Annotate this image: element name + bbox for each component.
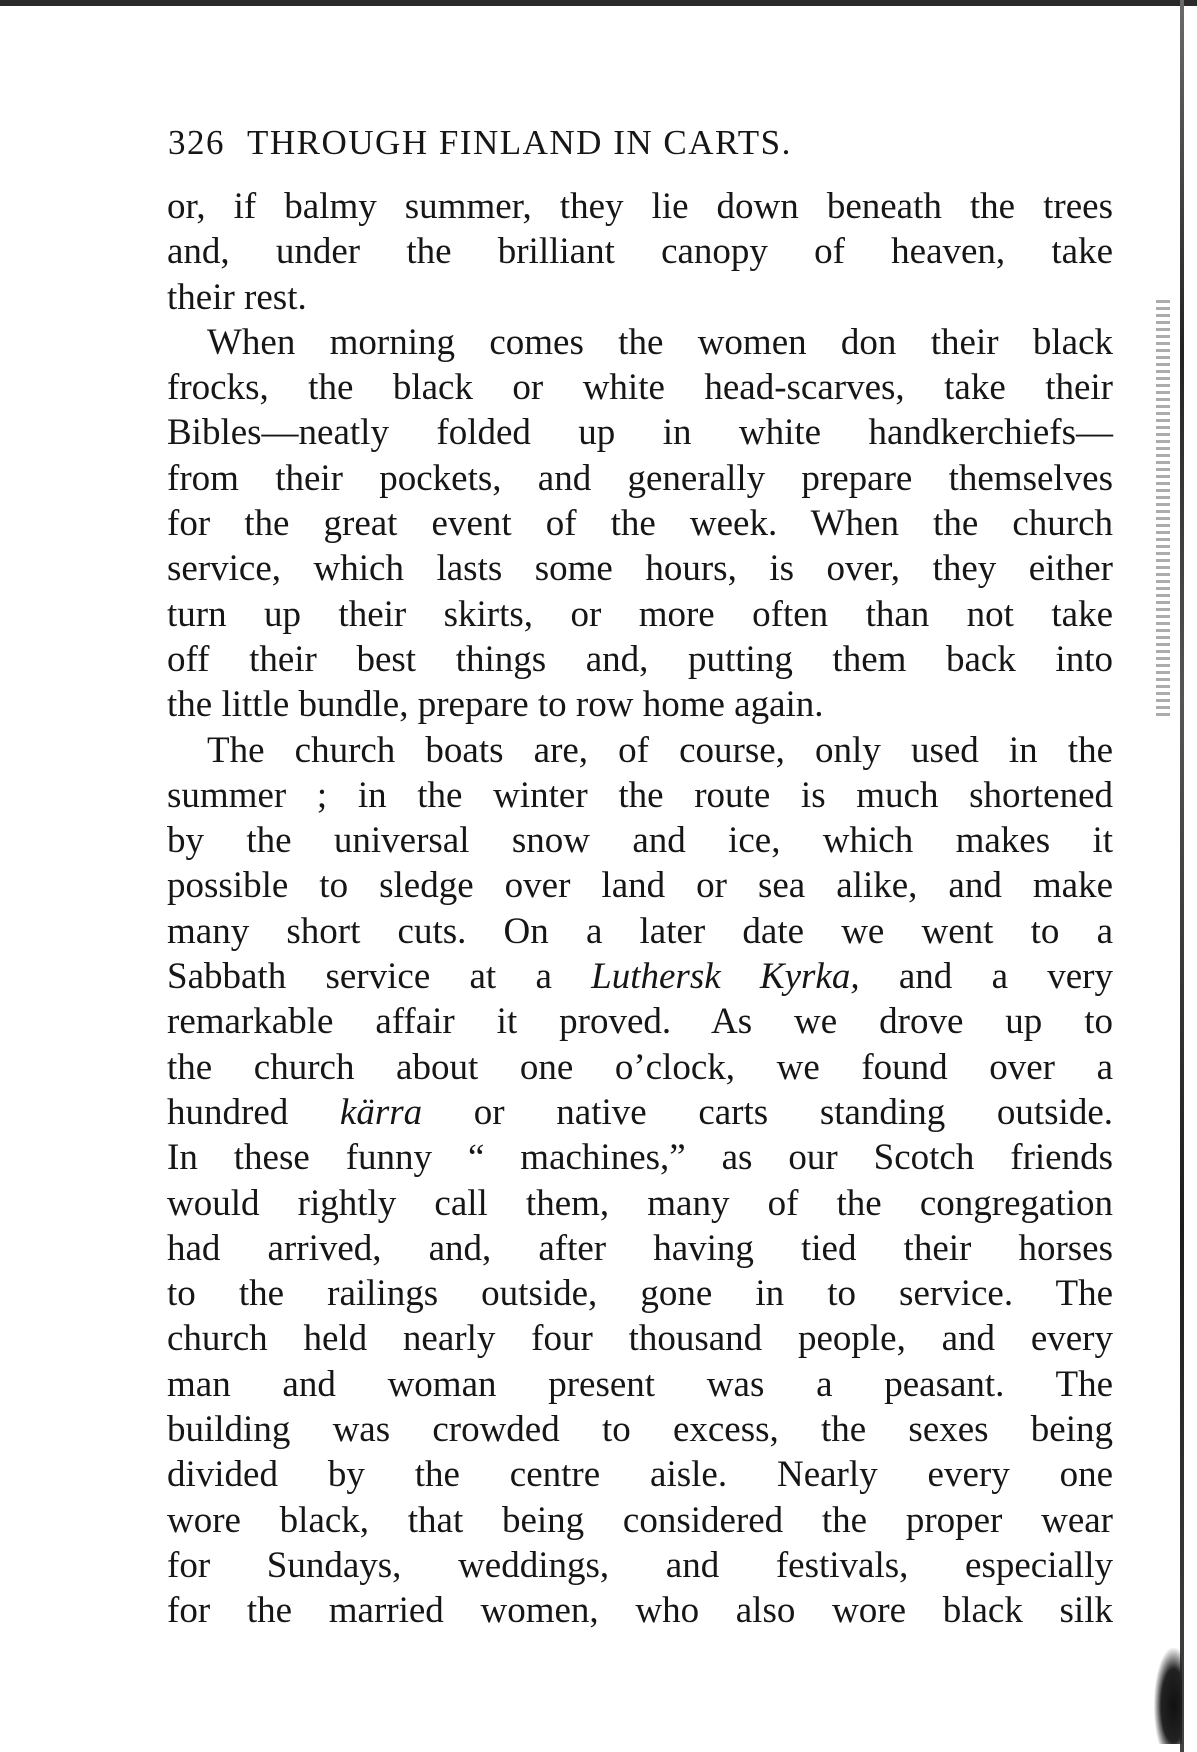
text-line <box>167 1090 1113 1135</box>
text-line: man and woman present was a peasant. The <box>167 1363 1113 1405</box>
text-line: possible to sledge over land or sea alike, and make <box>167 865 1113 907</box>
italic-phrase: kärra <box>339 1091 423 1133</box>
text-line: off their best things and, putting them back into <box>167 638 1113 680</box>
text-line: the little bundle, prepare to row home again. <box>167 684 824 726</box>
binding-shadow <box>1156 300 1170 720</box>
text-line: their rest. <box>167 276 307 318</box>
paragraph-3 <box>167 728 1113 1634</box>
text-line: for Sundays, weddings, and festivals, especially <box>167 1544 1113 1586</box>
paragraph-1 <box>167 184 1113 320</box>
page-right-edge <box>1180 0 1184 1752</box>
text-line: summer ; in the winter the route is much shortened <box>167 774 1113 816</box>
text-line: for the great event of the week. When the church <box>167 503 1113 545</box>
text-line: church held nearly four thousand people, and every <box>167 1318 1113 1360</box>
text-line <box>167 954 1113 999</box>
text-line: The church boats are, of course, only used in the <box>207 729 1113 771</box>
italic-phrase: Luthersk Kyrka, <box>591 956 860 998</box>
text-line: building was crowded to excess, the sexes being <box>167 1409 1113 1451</box>
text-line: divided by the centre aisle. Nearly every one <box>167 1454 1113 1496</box>
text-line: When morning comes the women don their black <box>207 321 1113 363</box>
text-line: for the married women, who also wore black silk <box>167 1590 1113 1632</box>
running-title: THROUGH FINLAND IN CARTS. <box>247 123 792 162</box>
running-header <box>168 118 1038 168</box>
text-line: from their pockets, and generally prepare themselves <box>167 457 1113 499</box>
text-line: had arrived, and, after having tied their horses <box>167 1227 1113 1269</box>
text-line: remarkable affair it proved. As we drove up to <box>167 1001 1113 1043</box>
text-segment: Sabbath service at a <box>167 956 592 998</box>
text-line: Bibles—neatly folded up in white handkerchiefs— <box>167 412 1113 454</box>
text-line: the church about one o’clock, we found over a <box>167 1046 1113 1088</box>
body-text <box>167 184 1113 1634</box>
page-number: 326 <box>168 123 225 162</box>
text-line: wore black, that being considered the proper wear <box>167 1499 1113 1541</box>
scan-smudge <box>1154 1648 1182 1744</box>
text-line: would rightly call them, many of the congregation <box>167 1182 1113 1224</box>
text-line: service, which lasts some hours, is over, they either <box>167 548 1113 590</box>
text-segment: hundred <box>167 1091 340 1133</box>
text-line: to the railings outside, gone in to service. The <box>167 1273 1113 1315</box>
paragraph-2 <box>167 320 1113 728</box>
text-line: In these funny “ machines,” as our Scotch friends <box>167 1137 1113 1179</box>
text-line: by the universal snow and ice, which makes it <box>167 820 1113 862</box>
text-line: frocks, the black or white head-scarves, take their <box>167 367 1113 409</box>
text-line: or, if balmy summer, they lie down beneath the trees <box>167 186 1113 227</box>
text-segment: and a very <box>859 956 1113 998</box>
text-segment: or native carts standing outside. <box>422 1091 1113 1133</box>
page-top-edge <box>0 0 1197 6</box>
text-line: turn up their skirts, or more often than not take <box>167 593 1113 635</box>
text-line: and, under the brilliant canopy of heaven, take <box>167 231 1113 273</box>
text-line: many short cuts. On a later date we went to a <box>167 910 1113 952</box>
